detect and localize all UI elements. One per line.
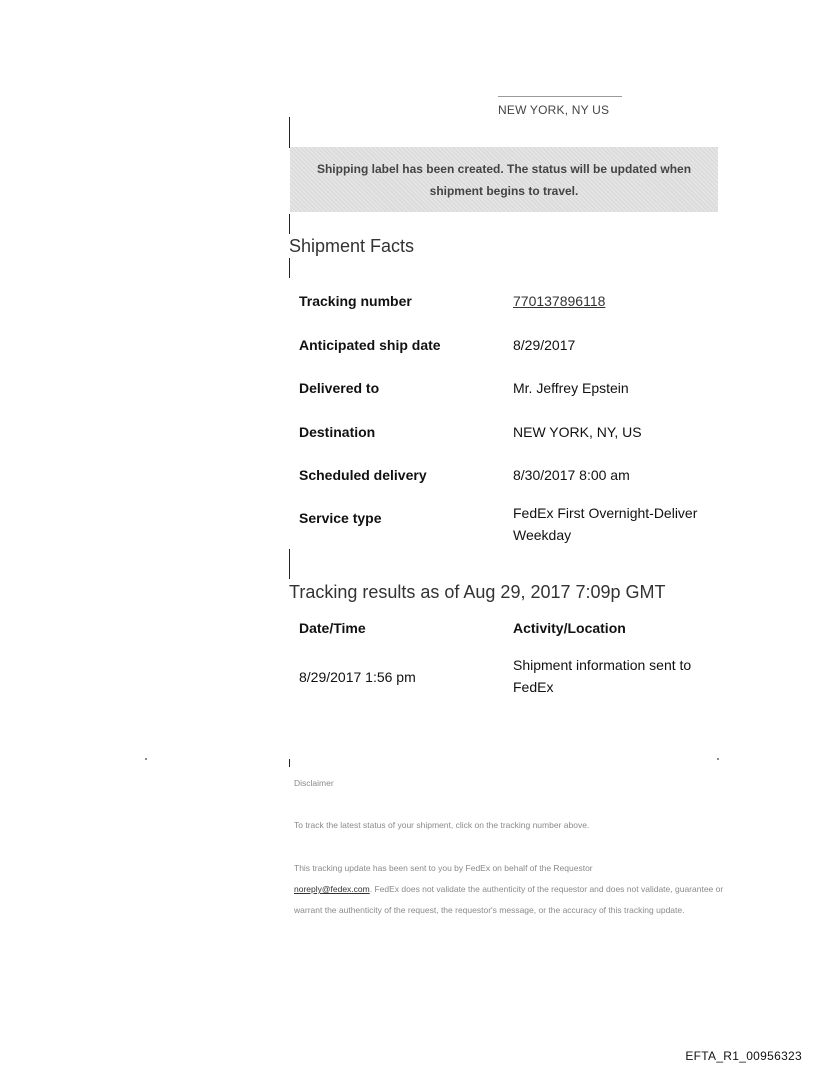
- fact-label-scheduled-delivery: Scheduled delivery: [299, 467, 427, 483]
- margin-bar: [289, 258, 290, 278]
- column-header-datetime: Date/Time: [299, 620, 366, 636]
- origin-location: NEW YORK, NY US: [498, 103, 610, 117]
- fact-label-delivered-to: Delivered to: [299, 380, 380, 396]
- fact-value-scheduled-delivery: 8/30/2017 8:00 am: [513, 467, 630, 483]
- disclaimer-instruction: To track the latest status of your shipment, click on the tracking number above.: [294, 820, 590, 830]
- status-banner-text: Shipping label has been created. The status will be updated when shipment begins to travel.: [316, 161, 692, 198]
- tracking-number-link[interactable]: 770137896118: [513, 293, 606, 309]
- disclaimer-paragraph: [294, 858, 724, 921]
- margin-bar: [289, 549, 290, 579]
- fact-label-destination: Destination: [299, 424, 376, 440]
- margin-bar: [289, 117, 290, 148]
- column-header-activity: Activity/Location: [513, 620, 626, 636]
- fact-value-destination: NEW YORK, NY, US: [513, 424, 642, 440]
- fact-label-ship-date: Anticipated ship date: [299, 337, 441, 353]
- fact-label-service-type: Service type: [299, 510, 382, 526]
- fact-value-service-type: FedEx First Overnight-Deliver Weekday: [513, 505, 698, 543]
- scan-dot: [145, 758, 147, 760]
- status-banner: [290, 147, 718, 212]
- tracking-row-datetime: 8/29/2017 1:56 pm: [299, 669, 416, 685]
- fact-value-delivered-to: Mr. Jeffrey Epstein: [513, 380, 629, 396]
- tracking-row-activity: Shipment information sent to FedEx: [513, 657, 692, 695]
- fact-value-ship-date: 8/29/2017: [513, 337, 576, 353]
- tracking-results-title: Tracking results as of Aug 29, 2017 7:09p GMT: [289, 582, 666, 602]
- document-id: EFTA_R1_00956323: [685, 1049, 802, 1063]
- requestor-email-link[interactable]: noreply@fedex.com: [294, 884, 370, 894]
- shipment-facts-title: Shipment Facts: [289, 236, 415, 256]
- margin-bar: [289, 759, 290, 767]
- disclaimer-body: . FedEx does not validate the authenticity of the requestor and does not validate, guarantee or warrant the authenticity of the request, the requestor's message, or the accuracy of this tracking update.: [294, 884, 724, 915]
- margin-bar: [289, 214, 290, 234]
- header-divider: [498, 96, 622, 97]
- disclaimer-intro: This tracking update has been sent to you by FedEx on behalf of the Requestor: [294, 863, 593, 873]
- fact-label-tracking-number: Tracking number: [299, 293, 412, 309]
- disclaimer-heading: Disclaimer: [294, 778, 334, 788]
- scan-dot: [717, 758, 719, 760]
